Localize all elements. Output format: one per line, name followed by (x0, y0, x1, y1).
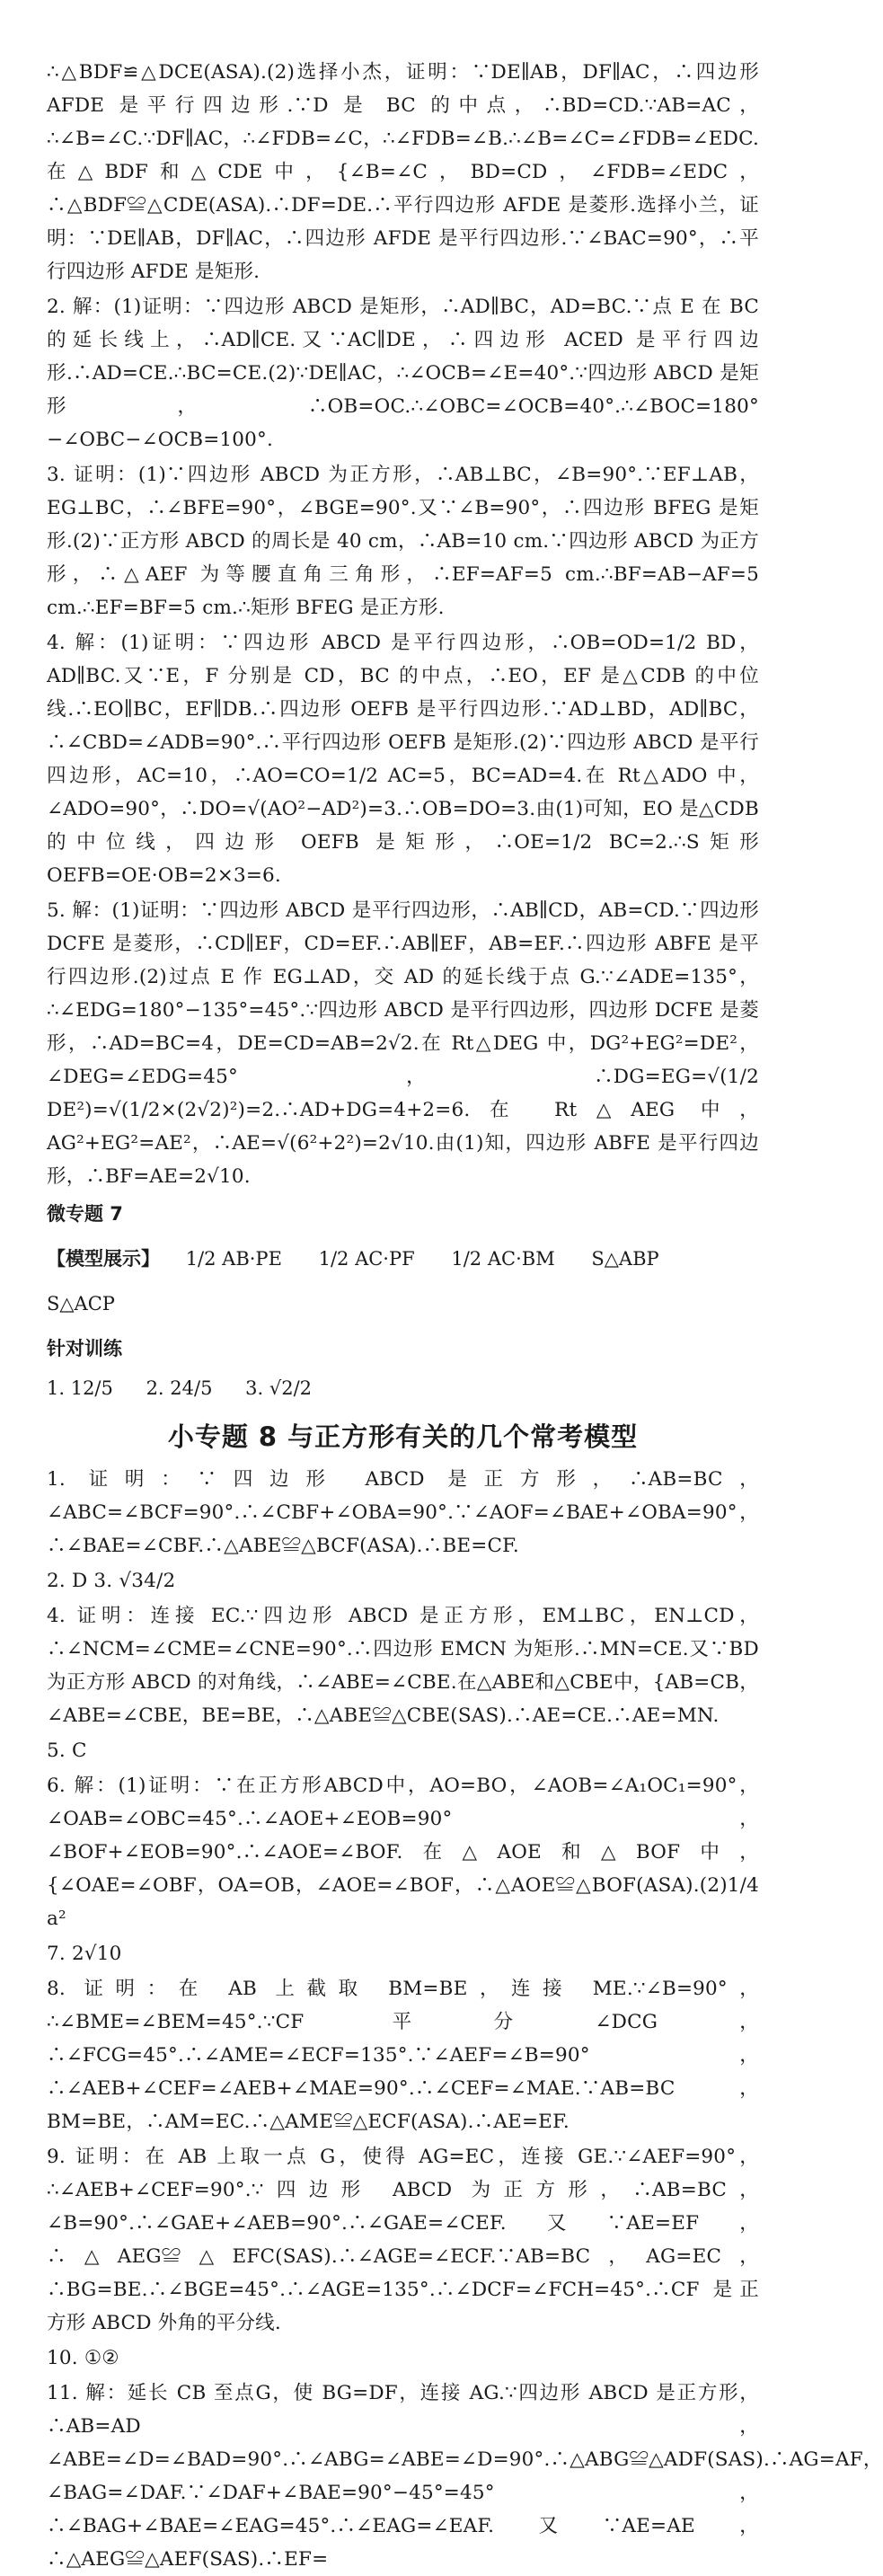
training-heading: 针对训练 (47, 1338, 122, 1359)
topic8-answer-6: 6. 解：(1)证明：∵在正方形ABCD中，AO=BO，∠AOB=∠A₁OC₁=90°，∠OAB=∠OBC=45°.∴∠AOE+∠EOB=90°，∠BOF+∠EOB=90°.∴∠AOE=∠BOF.在△AOE和△BOF中，{∠OAE=∠OBF，OA=OB，∠AOE=∠BOF，∴△AOE≌△BOF(ASA).(2)1/4 a² (47, 1775, 759, 1930)
problem-2-solution: 2. 解：(1)证明：∵四边形 ABCD 是矩形，∴AD∥BC，AD=BC.∵点 E 在 BC 的延长线上，∴AD∥CE.又∵AC∥DE，∴四边形 ACED 是平行四边形.∴AD=CE.∴BC=CE.(2)∵DE∥AC，∴∠OCB=∠E=40°.∵四边形 ABCD 是矩形，∴OB=OC.∴∠OBC=∠OCB=40°.∴∠BOC=180°−∠OBC−∠OCB=100°. (47, 296, 759, 451)
topic-8-title: 小专题 8 与正方形有关的几个常考模型 (167, 1421, 639, 1452)
training-answer: 3. √2/2 (245, 1377, 313, 1399)
micro-topic-heading: 微专题 7 (47, 1203, 123, 1225)
topic8-answer-1: 1. 证明：∵四边形 ABCD 是正方形，∴AB=BC，∠ABC=∠BCF=90°.∴∠CBF+∠OBA=90°.∵∠AOF=∠BAE+∠OBA=90°，∴∠BAE=∠CBF.∴△ABE≌△BCF(ASA).∴BE=CF. (47, 1468, 759, 1557)
model-item: 1/2 AC·BM (451, 1248, 555, 1270)
problem-3-solution: 3. 证明：(1)∵四边形 ABCD 为正方形，∴AB⊥BC，∠B=90°.∵EF⊥AB，EG⊥BC，∴∠BFE=90°，∠BGE=90°.又∵∠B=90°，∴四边形 BFEG 是矩形.(2)∵正方形 ABCD 的周长是 40 cm，∴AB=10 cm.∵四边形 ABCD 为正方形，∴△AEF 为等腰直角三角形，∴EF=AF=5 cm.∴BF=AB−AF=5 cm.∴EF=BF=5 cm.∴矩形 BFEG 是正方形. (47, 464, 759, 619)
topic8-answer-10: 10. ①② (47, 2347, 119, 2369)
paragraph-prev-solution: ∴△BDF≌△DCE(ASA).(2)选择小杰，证明：∵DE∥AB，DF∥AC，∴四边形 AFDE 是平行四边形.∵D 是 BC 的中点，∴BD=CD.∵AB=AC，∴∠B=∠C.∵DF∥AC，∴∠FDB=∠C，∴∠FDB=∠B.∴∠B=∠C=∠FDB=∠EDC.在△BDF和△CDE中，{∠B=∠C，BD=CD，∠FDB=∠EDC，∴△BDF≌△CDE(ASA).∴DF=DE.∴平行四边形 AFDE 是菱形.选择小兰，证明：∵DE∥AB，DF∥AC，∴四边形 AFDE 是平行四边形.∵∠BAC=90°，∴平行四边形 AFDE 是矩形. (47, 61, 759, 283)
model-item: S△ABP (591, 1248, 659, 1270)
training-answer: 1. 12/5 (47, 1377, 113, 1399)
topic8-answer-11: 11. 解：延长 CB 至点G，使 BG=DF，连接 AG.∵四边形 ABCD 是正方形，∴AB=AD，∠ABE=∠D=∠BAD=90°.∴∠ABG=∠ABE=∠D=90°.∴△ABG≌△ADF(SAS).∴AG=AF，∠BAG=∠DAF.∵∠DAF+∠BAE=90°−45°=45°，∴∠BAG+∠BAE=∠EAG=45°.∴∠EAG=∠EAF.又∵AE=AE，∴△AEG≌△AEF(SAS).∴EF= (47, 2382, 883, 2571)
model-item: S△ACP (47, 1293, 115, 1315)
topic8-answer-5: 5. C (47, 1739, 87, 1762)
model-display-row (47, 1236, 759, 1326)
topic8-answer-4: 4. 证明：连接 EC.∵四边形 ABCD 是正方形，EM⊥BC，EN⊥CD，∴∠NCM=∠CME=∠CNE=90°.∴四边形 EMCN 为矩形.∴MN=CE.又∵BD 为正方形 ABCD 的对角线，∴∠ABE=∠CBE.在△ABE和△CBE中，{AB=CB，∠ABE=∠CBE，BE=BE，∴△ABE≌△CBE(SAS).∴AE=CE.∴AE=MN. (47, 1605, 759, 1727)
topic8-answer-2-3: 2. D 3. √34/2 (47, 1570, 176, 1592)
training-answer: 2. 24/5 (146, 1377, 213, 1399)
model-display-tag: 【模型展示】 (47, 1248, 160, 1270)
topic8-answer-9: 9. 证明：在 AB 上取一点 G，使得 AG=EC，连接 GE.∵∠AEF=90°，∴∠AEB+∠CEF=90°.∵四边形 ABCD 为正方形，∴AB=BC，∠B=90°.∴∠GAE+∠AEB=90°.∴∠GAE=∠CEF.又∵AE=EF，∴△AEG≌△EFC(SAS).∴∠AGE=∠ECF.∵AB=BC，AG=EC，∴BG=BE.∴∠BGE=45°.∴∠AGE=135°.∴∠DCF=∠FCH=45°.∴CF 是正方形 ABCD 外角的平分线. (47, 2146, 759, 2334)
model-item: 1/2 AB·PE (185, 1248, 282, 1270)
problem-5-solution: 5. 解：(1)证明：∵四边形 ABCD 是平行四边形，∴AB∥CD，AB=CD.∵四边形 DCFE 是菱形，∴CD∥EF，CD=EF.∴AB∥EF，AB=EF.∴四边形 ABFE 是平行四边形.(2)过点 E 作 EG⊥AD，交 AD 的延长线于点 G.∵∠ADE=135°，∴∠EDG=180°−135°=45°.∵四边形 ABCD 是平行四边形，四边形 DCFE 是菱形，∴AD=BC=4，DE=CD=AB=2√2.在 Rt△DEG 中，DG²+EG²=DE²，∠DEG=∠EDG=45°，∴DG=EG=√(1/2 DE²)=√(1/2×(2√2)²)=2.∴AD+DG=4+2=6.在 Rt△AEG 中，AG²+EG²=AE²，∴AE=√(6²+2²)=2√10.由(1)知，四边形 ABFE 是平行四边形，∴BF=AE=2√10. (47, 899, 759, 1188)
topic8-answer-7: 7. 2√10 (47, 1943, 122, 1965)
model-item: 1/2 AC·PF (318, 1248, 415, 1270)
training-answers-row (47, 1366, 759, 1411)
problem-4-solution: 4. 解：(1)证明：∵四边形 ABCD 是平行四边形，∴OB=OD=1/2 BD，AD∥BC.又∵E，F 分别是 CD，BC 的中点，∴EO，EF 是△CDB 的中位线.∴EO∥BC，EF∥DB.∴四边形 OEFB 是平行四边形.∵AD⊥BD，AD∥BC，∴∠CBD=∠ADB=90°.∴平行四边形 OEFB 是矩形.(2)∵四边形 ABCD 是平行四边形，AC=10，∴AO=CO=1/2 AC=5，BC=AD=4.在 Rt△ADO 中，∠ADO=90°，∴DO=√(AO²−AD²)=3.∴OB=DO=3.由(1)可知，EO 是△CDB 的中位线，四边形 OEFB 是矩形，∴OE=1/2 BC=2.∴S矩形OEFB=OE·OB=2×3=6. (47, 632, 759, 887)
topic8-answer-8: 8. 证明：在 AB 上截取 BM=BE，连接 ME.∵∠B=90°，∴∠BME=∠BEM=45°.∵CF 平分∠DCG，∴∠FCG=45°.∴∠AME=∠ECF=135°.∵∠AEF=∠B=90°，∴∠AEB+∠CEF=∠AEB+∠MAE=90°.∴∠CEF=∠MAE.∵AB=BC，BM=BE，∴AM=EC.∴△AME≌△ECF(ASA).∴AE=EF. (47, 1978, 759, 2133)
